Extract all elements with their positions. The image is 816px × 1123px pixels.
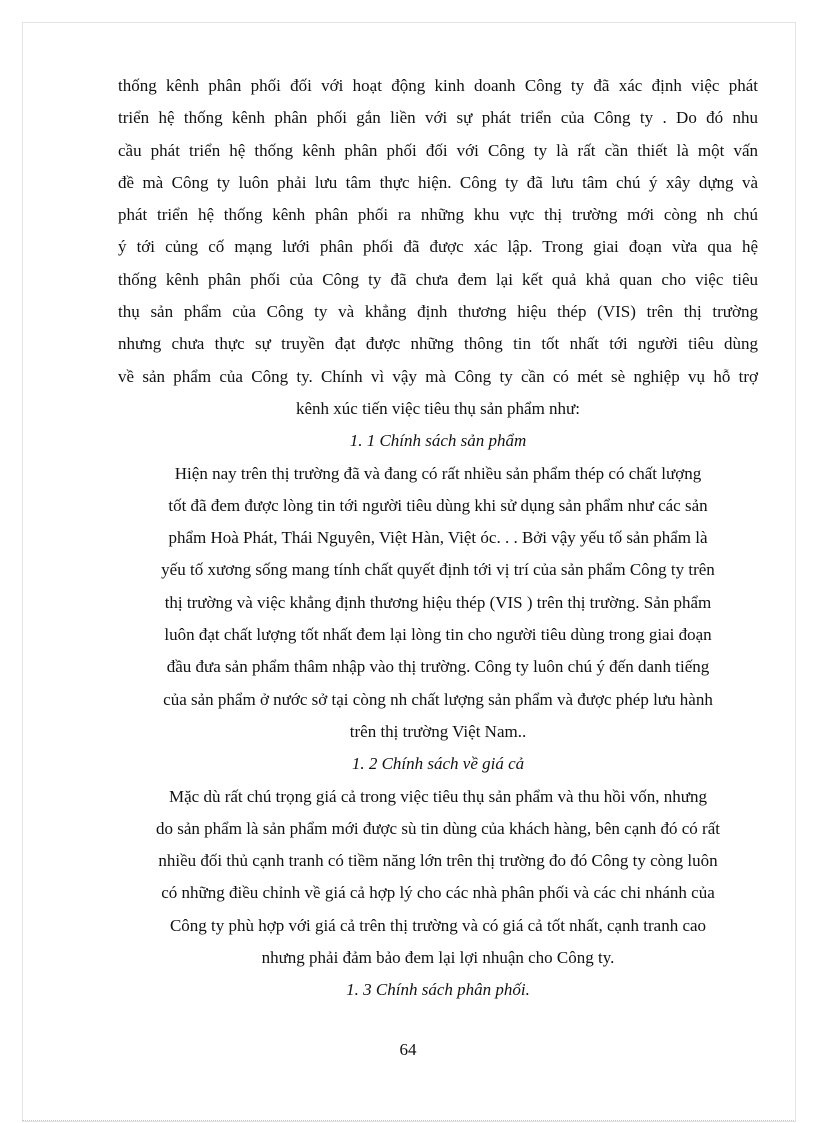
- intro-paragraph: [118, 70, 758, 425]
- text-line: thị trường và việc khẳng định thương hiệu thép (VIS ) trên thị trường. Sản phẩm: [164, 592, 712, 612]
- text-line: Mặc dù rất chú trọng giá cả trong việc tiêu thụ sản phẩm và thu hồi vốn, nhưng: [169, 786, 707, 806]
- product-policy-paragraph: [118, 458, 758, 749]
- text-line: Công ty phù hợp với giá cả trên thị trường và có giá cả tốt nhất, cạnh tranh cao: [169, 915, 707, 935]
- text-line: thống kênh phân phối của Công ty đã chưa đem lại kết quả khả quan cho việc tiêu: [118, 269, 758, 289]
- text-line: luôn đạt chất lượng tốt nhất đem lại lòng tin cho người tiêu dùng trong giai đoạn: [164, 625, 712, 645]
- text-line: Hiện nay trên thị trường đã và đang có rất nhiều sản phẩm thép có chất lượng: [174, 463, 702, 483]
- text-line: ý tới củng cố mạng lưới phân phối đã được xác lập. Trong giai đoạn vừa qua hệ: [118, 237, 758, 257]
- text-line: yếu tố xương sống mang tính chất quyết định tới vị trí của sản phẩm Công ty trên: [161, 560, 715, 580]
- section-heading-price-policy: 1. 2 Chính sách về giá cả: [351, 754, 525, 774]
- text-line: thống kênh phân phối đối với hoạt động kinh doanh Công ty đã xác định việc phát: [118, 76, 758, 95]
- text-line: có những điều chỉnh về giá cả hợp lý cho các nhà phân phối và các chi nhánh của: [161, 883, 715, 903]
- section-heading-distribution-policy: 1. 3 Chính sách phân phối.: [346, 980, 530, 1000]
- text-line: do sản phẩm là sản phẩm mới được sù tin dùng của khách hàng, bên cạnh đó có rất: [156, 818, 720, 838]
- text-line: triển hệ thống kênh phân phối gắn liền với sự phát triển của Công ty . Do đó nhu: [118, 108, 758, 128]
- section-heading-product-policy: 1. 1 Chính sách sản phẩm: [349, 431, 527, 451]
- page-number: 64: [399, 1040, 417, 1059]
- text-line: nhưng phải đảm bảo đem lại lợi nhuận cho Công ty.: [261, 948, 615, 968]
- text-line: về sản phẩm của Công ty. Chính vì vậy mà Công ty cần có mét sè nghiệp vụ hỗ trợ: [118, 366, 758, 386]
- text-line: thụ sản phẩm của Công ty và khẳng định thương hiệu thép (VIS) trên thị trường: [118, 302, 758, 322]
- text-line: phát triển hệ thống kênh phân phối ra những khu vực thị trường mới còng nh chú: [118, 205, 758, 225]
- text-line: trên thị trường Việt Nam..: [349, 721, 527, 741]
- text-line: phẩm Hoà Phát, Thái Nguyên, Việt Hàn, Việt óc. . . Bởi vậy yếu tố sản phẩm là: [168, 528, 708, 548]
- text-line: đầu đưa sản phẩm thâm nhập vào thị trường. Công ty luôn chú ý đến danh tiếng: [166, 657, 710, 677]
- text-line: đề mà Công ty luôn phải lưu tâm thực hiện. Công ty đã lưu tâm chú ý xây dựng và: [118, 172, 758, 192]
- text-line: cầu phát triển hệ thống kênh phân phối đối với Công ty là rất cần thiết là một vấn: [118, 140, 758, 160]
- text-line: nhưng chưa thực sự truyền đạt được những thông tin tốt nhất tới người tiêu dùng: [118, 334, 758, 354]
- text-line: kênh xúc tiến việc tiêu thụ sản phẩm như:: [296, 398, 580, 418]
- text-line: của sản phẩm ở nước sở tại còng nh chất lượng sản phẩm và được phép lưu hành: [163, 689, 713, 709]
- page-bottom-rule: [22, 1120, 794, 1121]
- price-policy-paragraph: [118, 781, 758, 975]
- text-line: tốt đã đem được lòng tin tới người tiêu dùng khi sử dụng sản phẩm như các sản: [168, 495, 708, 515]
- text-line: nhiều đối thủ cạnh tranh có tiềm năng lớn trên thị trường đo đó Công ty còng luôn: [158, 851, 718, 871]
- document-body: [118, 70, 758, 1007]
